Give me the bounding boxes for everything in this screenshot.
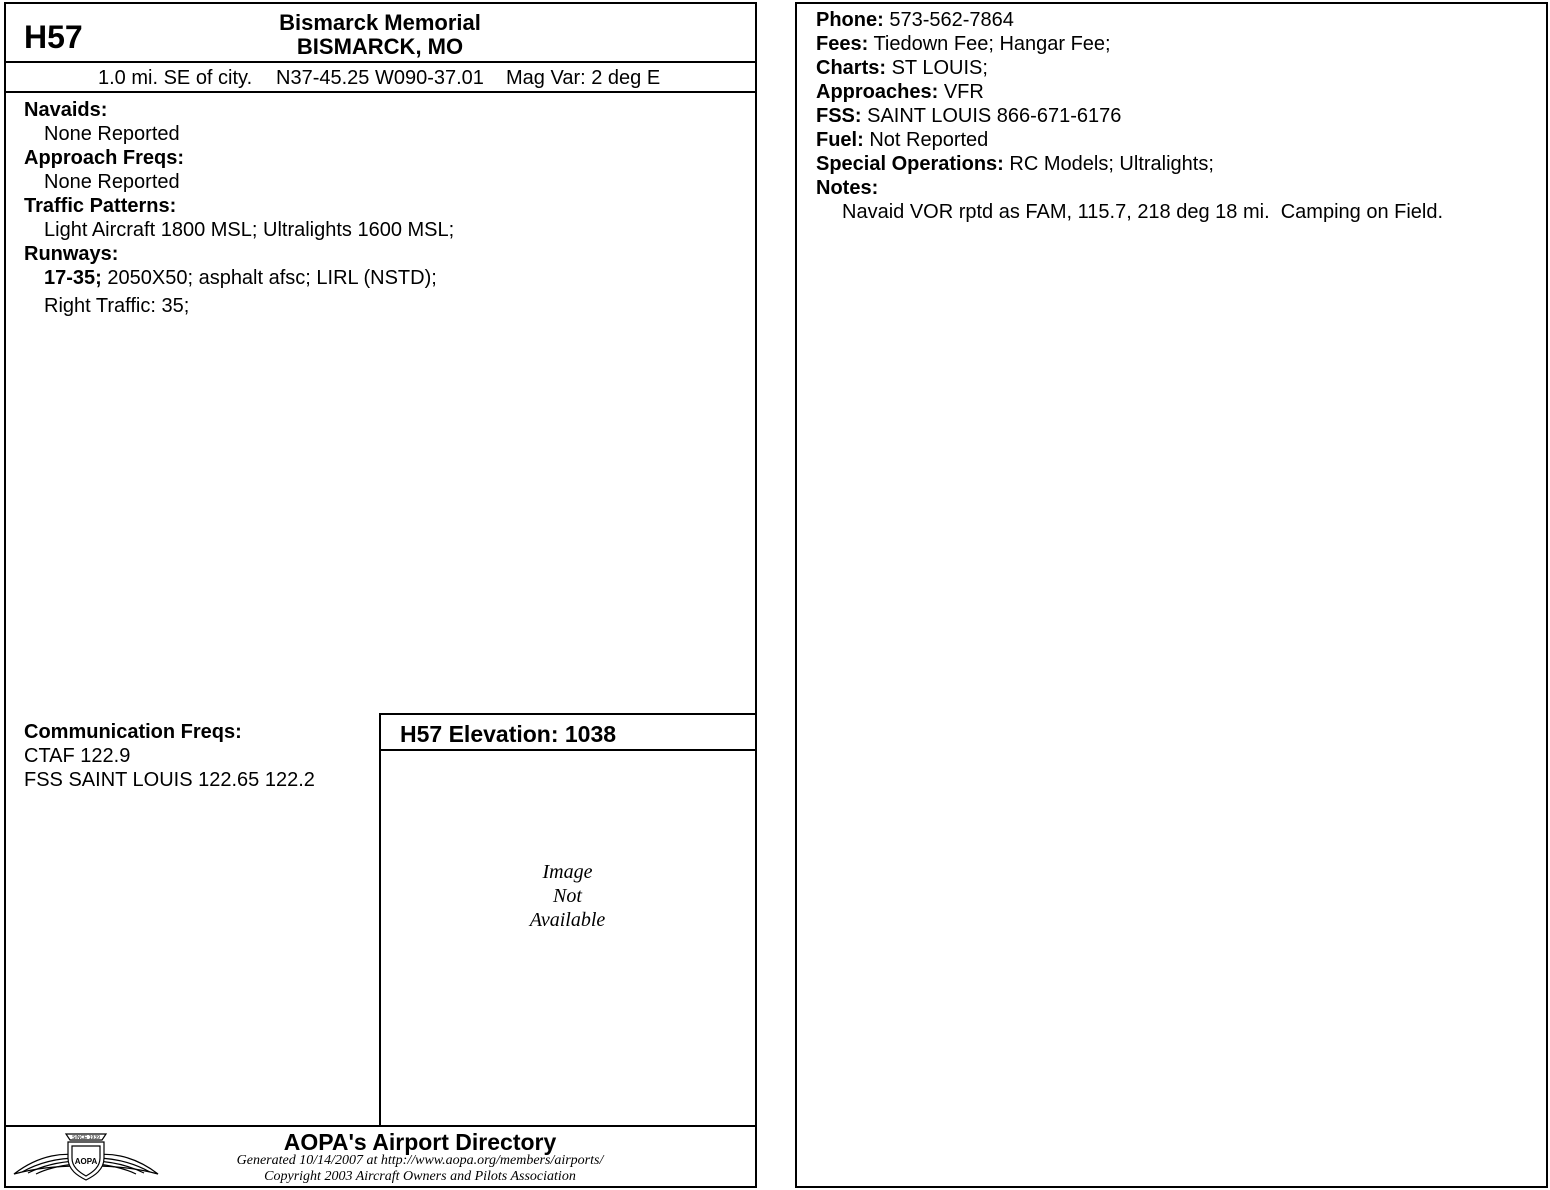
fees-row (816, 32, 1111, 56)
logo-center-text: AOPA (74, 1157, 98, 1166)
fees-value: Tiedown Fee; Hangar Fee; (873, 33, 1111, 55)
special-operations-value: RC Models; Ultralights; (1009, 153, 1214, 175)
location-text: 1.0 mi. SE of city. (98, 67, 253, 89)
charts-label: Charts: (816, 57, 887, 79)
comm-freq-line: FSS SAINT LOUIS 122.65 122.2 (24, 769, 315, 791)
fss-value: SAINT LOUIS 866-671-6176 (867, 105, 1122, 127)
airport-city-state: BISMARCK, MO (296, 34, 464, 59)
right-card (795, 2, 1548, 1188)
elevation-title: H57 Elevation: 1038 (400, 721, 617, 747)
traffic-patterns-value: Light Aircraft 1800 MSL; Ultralights 1600 MSL; (44, 219, 455, 241)
elevation-title-divider (379, 749, 757, 751)
logo-banner-text: SINCE 1939 (72, 1135, 100, 1141)
header-divider (4, 61, 757, 63)
fss-label: FSS: (816, 105, 862, 127)
footer-divider (4, 1125, 757, 1127)
charts-value: ST LOUIS; (891, 57, 988, 79)
approaches-row (816, 80, 984, 104)
runway-id: 17-35; (44, 267, 102, 289)
phone-label: Phone: (816, 9, 884, 31)
right-traffic-value: Right Traffic: 35; (44, 295, 190, 317)
communication-freqs-label: Communication Freqs: (24, 721, 242, 743)
footer-copyright: Copyright 2003 Aircraft Owners and Pilots Association (264, 1169, 576, 1184)
special-operations-label: Special Operations: (816, 153, 1004, 175)
image-placeholder-line: Not (553, 885, 582, 907)
phone-row (816, 8, 1014, 32)
notes-label: Notes: (816, 177, 879, 199)
navaids-value: None Reported (44, 123, 180, 145)
image-placeholder-line: Image (542, 861, 593, 883)
mag-var-text: Mag Var: 2 deg E (506, 67, 661, 89)
special-operations-row (816, 152, 1214, 176)
airport-name: Bismarck Memorial (279, 10, 481, 35)
elevation-box-left (379, 713, 381, 1126)
footer-generated: Generated 10/14/2007 at http://www.aopa.org/members/airports/ (236, 1153, 604, 1168)
fuel-value: Not Reported (869, 129, 989, 151)
approach-freqs-label: Approach Freqs: (24, 147, 185, 169)
phone-value: 573-562-7864 (889, 9, 1014, 31)
traffic-patterns-label: Traffic Patterns: (24, 195, 177, 217)
fees-label: Fees: (816, 33, 869, 55)
runways-label: Runways: (24, 243, 119, 265)
fuel-row (816, 128, 988, 152)
charts-row (816, 56, 988, 80)
runway-description: 2050X50; asphalt afsc; LIRL (NSTD); (107, 267, 437, 289)
approaches-label: Approaches: (816, 81, 939, 103)
subheader-divider (4, 91, 757, 93)
comm-freq-line: CTAF 122.9 (24, 745, 131, 767)
notes-value: Navaid VOR rptd as FAM, 115.7, 218 deg 18 mi. Camping on Field. (842, 201, 1444, 223)
coordinates-text: N37-45.25 W090-37.01 (276, 67, 484, 89)
runway-entry (44, 266, 437, 290)
airport-id: H57 (24, 19, 83, 55)
fss-row (816, 104, 1121, 128)
approaches-value: VFR (943, 81, 984, 103)
fuel-label: Fuel: (816, 129, 864, 151)
navaids-label: Navaids: (24, 99, 108, 121)
elevation-box-top (379, 713, 757, 715)
image-placeholder-line: Available (529, 909, 606, 931)
approach-freqs-value: None Reported (44, 171, 180, 193)
footer-title: AOPA's Airport Directory (283, 1129, 557, 1155)
aopa-logo (10, 1130, 162, 1182)
